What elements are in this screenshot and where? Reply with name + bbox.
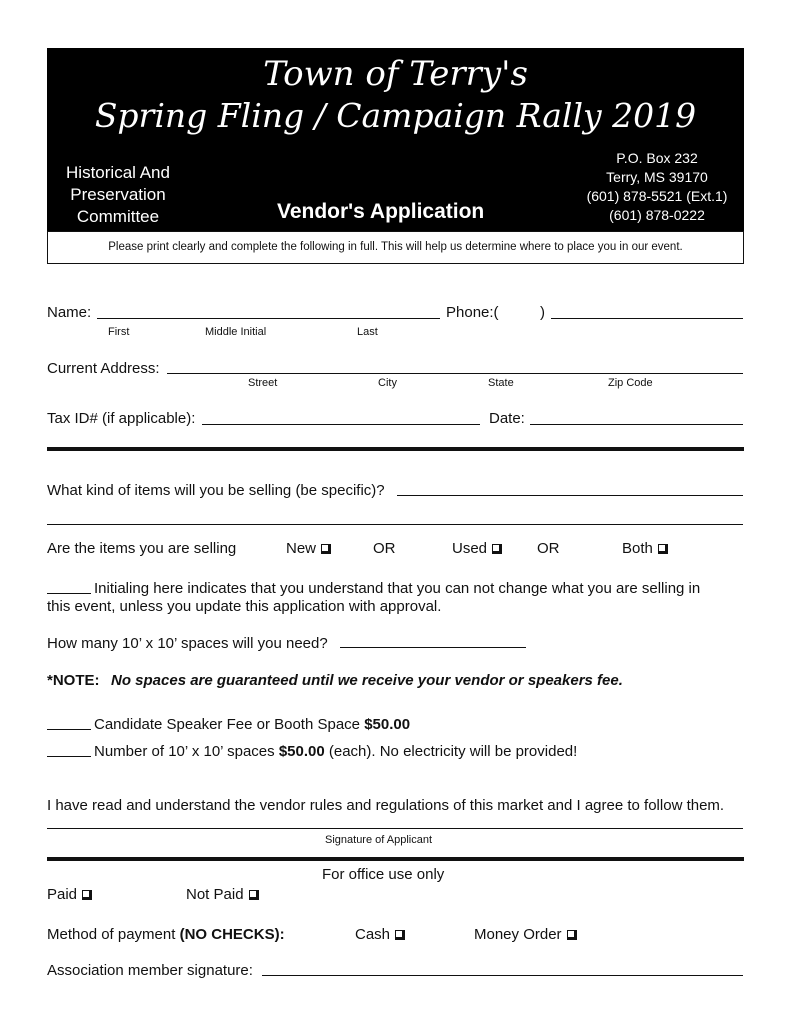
taxid-field[interactable]	[202, 424, 480, 425]
cash-option[interactable]: Cash	[355, 926, 405, 943]
or-text-2: OR	[537, 540, 560, 557]
spaces-field[interactable]	[340, 647, 526, 648]
paid-checkbox[interactable]	[82, 890, 92, 900]
address-sub-street: Street	[248, 377, 278, 389]
money-order-option[interactable]: Money Order	[474, 926, 577, 943]
event-title-line2: Spring Fling / Campaign Rally 2019	[94, 96, 697, 135]
instructions-box	[47, 231, 744, 264]
address-label: Current Address:	[47, 360, 160, 377]
name-label: Name:	[47, 304, 92, 321]
address-sub-city: City	[378, 377, 397, 389]
both-checkbox[interactable]	[658, 544, 668, 554]
address-sub-zip: Zip Code	[608, 377, 653, 389]
header-banner	[47, 48, 744, 231]
event-title-line1: Town of Terry's	[263, 54, 528, 94]
name-sub-last: Last	[357, 326, 378, 338]
signature-field[interactable]	[47, 828, 743, 829]
office-title: For office use only	[322, 866, 445, 883]
application-title: Vendor's Application	[277, 200, 485, 223]
initial-text-1: Initialing here indicates that you understand that you can not change what you are selling in	[94, 580, 701, 597]
fee2-line: Number of 10’ x 10’ spaces $50.00 (each). No electricity will be provided!	[94, 743, 578, 760]
option-new[interactable]: New	[286, 540, 331, 557]
fee2-field[interactable]	[47, 756, 91, 757]
fee1-field[interactable]	[47, 729, 91, 730]
date-label: Date:	[489, 410, 525, 427]
paid-option[interactable]: Paid	[47, 886, 92, 903]
used-checkbox[interactable]	[492, 544, 502, 554]
phone-paren-close: )	[540, 304, 545, 321]
address-field[interactable]	[167, 373, 743, 374]
not-paid-checkbox[interactable]	[249, 890, 259, 900]
taxid-label: Tax ID# (if applicable):	[47, 410, 196, 427]
signature-label: Signature of Applicant	[325, 834, 433, 846]
option-both[interactable]: Both	[622, 540, 668, 557]
name-field[interactable]	[97, 318, 440, 319]
date-field[interactable]	[530, 424, 743, 425]
cash-checkbox[interactable]	[395, 930, 405, 940]
items-field-line2[interactable]	[47, 524, 743, 525]
contact-info: P.O. Box 232 Terry, MS 39170 (601) 878-5521 (Ext.1) (601) 878-0222	[586, 150, 728, 223]
address-sub-state: State	[488, 377, 514, 389]
payment-method: Method of payment (NO CHECKS):	[47, 926, 285, 943]
initial-text-2: this event, unless you update this application with approval.	[47, 598, 442, 615]
instructions-text: Please print clearly and complete the following in full. This will help us determine where to place you in our event.	[108, 241, 683, 253]
fee1-line: Candidate Speaker Fee or Booth Space $50.00	[94, 716, 411, 733]
note-text: No spaces are guaranteed until we receive your vendor or speakers fee.	[111, 672, 623, 689]
initial-field[interactable]	[47, 593, 91, 594]
committee-name: Historical And Preservation Committee	[66, 163, 170, 226]
items-question: What kind of items will you be selling (be specific)?	[47, 482, 385, 499]
office-divider	[47, 857, 744, 861]
money-order-checkbox[interactable]	[567, 930, 577, 940]
not-paid-option[interactable]: Not Paid	[186, 886, 259, 903]
phone-field[interactable]	[551, 318, 743, 319]
condition-label: Are the items you are selling	[47, 540, 237, 557]
option-used[interactable]: Used	[452, 540, 502, 557]
phone-label: Phone:(	[446, 304, 499, 321]
assoc-signature-field[interactable]	[262, 975, 743, 976]
note-label: *NOTE:	[47, 672, 100, 689]
name-sub-first: First	[108, 326, 130, 338]
section-divider	[47, 447, 744, 451]
spaces-question: How many 10’ x 10’ spaces will you need?	[47, 635, 328, 652]
or-text-1: OR	[373, 540, 396, 557]
name-sub-middle: Middle Initial	[205, 326, 267, 338]
assoc-label: Association member signature:	[47, 962, 253, 979]
items-field[interactable]	[397, 495, 743, 496]
agreement-text: I have read and understand the vendor rules and regulations of this market and I agree to follow them.	[47, 797, 725, 814]
new-checkbox[interactable]	[321, 544, 331, 554]
